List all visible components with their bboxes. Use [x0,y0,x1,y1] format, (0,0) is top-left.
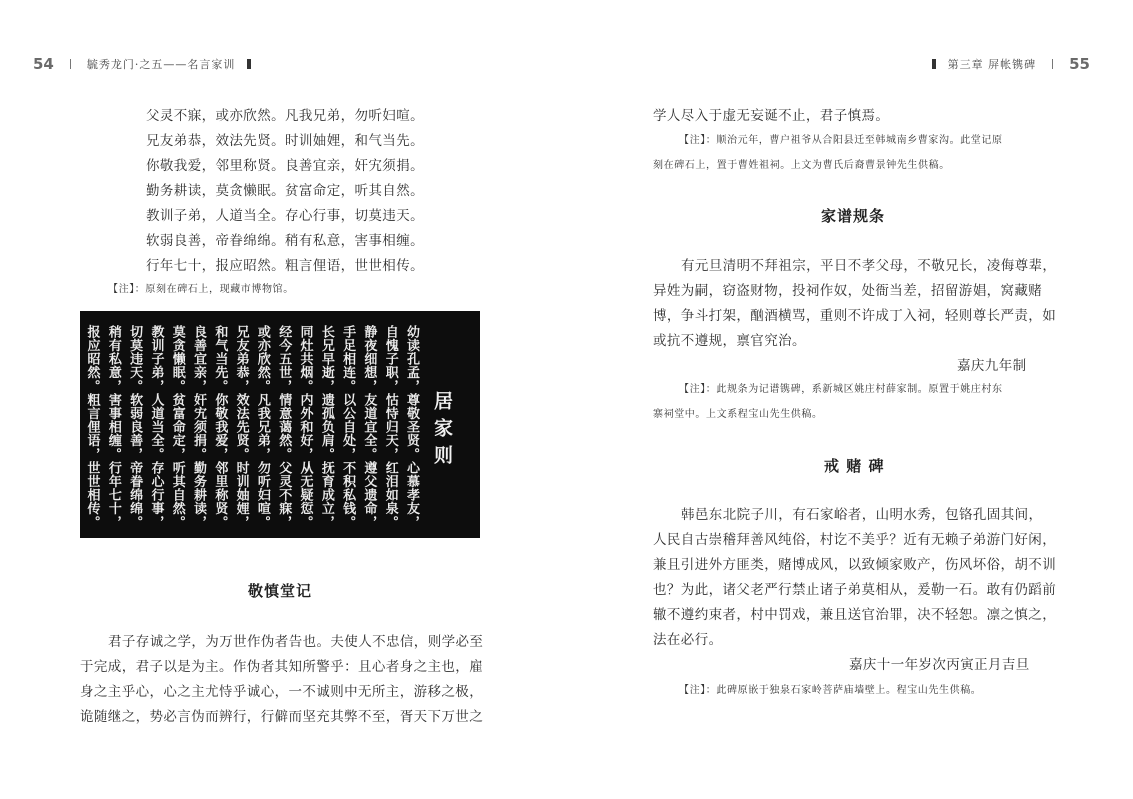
date-line: 嘉庆九年制 [957,358,1027,374]
note: 【注】：此碑原嵌于独泉石家岭菩萨庙墙壁上。程宝山先生供稿。 [679,685,982,696]
body-line: 法在必行。 [653,632,723,648]
stele-column: 自愧子职，怙恃归天，红泪如泉。 [382,325,398,529]
right-page [567,0,1133,799]
stele-column: 兄友弟恭，效法先贤。时训妯娌， [233,325,249,529]
body-line: 学人尽入于虚无妄诞不止，君子慎焉。 [653,108,890,124]
header-divider [1052,59,1053,69]
header-divider [70,59,71,69]
left-header [33,54,263,74]
section-title: 戒 赌 碑 [824,457,885,475]
stele-column: 同灶共烟。内外和好，从无疑愆。 [297,325,313,529]
running-head: 第三章 屏帐镌碑 [947,58,1037,71]
body-line: 或抗不遵规，禀官究治。 [653,333,806,349]
stele-column: 幼读孔孟，尊敬圣贤。心慕孝友， [404,325,419,529]
stele-column: 教训子弟，人道当全。存心行事， [148,325,164,529]
poem-line: 软弱良善，帝眷绵绵。稍有私意，害事相缠。 [146,233,424,249]
stele-column: 莫贪懒眠。贫富命定，听其自然。 [169,325,185,529]
body-line: 兼且引进外方匪类，赌博成风，以致倾家败产，伤风坏俗，胡不训 [653,557,1057,573]
stele-column: 手足相连。以公自处，不积私钱。 [340,325,356,529]
header-block [247,59,251,69]
left-page [0,0,566,799]
body-line: 人民自古崇稽拜善风纯俗，村讫不美乎？近有无赖子弟游门好闲， [653,532,1057,548]
section-title: 敬慎堂记 [248,582,313,600]
stele-rubbing-image [80,311,480,538]
body-line: 身之主乎心，心之主尤恃乎诚心，一不诚则中无所主，游移之极， [80,684,484,700]
stele-column: 长兄早逝，遗孤负肩。抚育成立， [318,325,334,529]
section-title: 家谱规条 [821,207,886,225]
stele-column: 切莫违天。软弱良善，帝眷绵绵。 [127,325,143,529]
running-head: 毓秀龙门·之五——名言家训 [86,58,236,71]
note: 【注】：此规条为记谱镌碑，系新城区姚庄村薛家制。原置于姚庄村东 [679,384,1003,395]
stele-column: 稍有私意，害事相缠。行年七十， [105,325,121,529]
body-line: 异姓为嗣，窃盗财物，投祠作奴，处衙当差，招留游娼，窝藏赌 [653,283,1043,299]
header-block [932,59,936,69]
poem-line: 行年七十，报应昭然。粗言俚语，世世相传。 [146,258,424,274]
body-line: 辙不遵约束者，村中罚戏，兼且送官治罪，决不轻恕。凛之慎之， [653,607,1057,623]
body-line: 也？为此，诸父老严行禁止诸子弟莫相从，爰勒一石。敢有仍蹈前 [653,582,1057,598]
body-line: 诡随继之，势必言伪而辨行，行僻而坚充其弊不至，胥天下万世之 [80,709,484,725]
stele-column: 良善宜亲，奸宄须捐。勤务耕读， [191,325,207,529]
page-number: 55 [1069,55,1090,73]
stele-text [84,325,422,529]
body-line: 有元旦清明不拜祖宗，平日不孝父母，不敬兄长，凌侮尊辈， [681,258,1057,274]
note: 寨祠堂中。上文系程宝山先生供稿。 [653,409,823,420]
poem-line: 教训子弟，人道当全。存心行事，切莫违天。 [146,208,424,224]
stele-column: 经今五世，情意蔼然。父灵不寐， [276,325,292,529]
poem-line: 父灵不寐，或亦欣然。凡我兄弟，勿听妇喧。 [146,108,424,124]
stele-column: 或亦欣然。凡我兄弟，勿听妇喧。 [254,325,270,529]
stele-title: 居家则 [431,391,453,472]
stele-column: 静夜细想，友道宜全。遵父遗命， [361,325,377,529]
note: 刻在碑石上，置于曹姓祖祠。上文为曹氏后裔曹景钟先生供稿。 [653,160,950,171]
poem-line: 勤务耕读，莫贪懒眠。贫富命定，听其自然。 [146,183,424,199]
body-line: 于完成，君子以是为主。作伪者其知所警乎：且心者身之主也，雇 [80,659,484,675]
note: 【注】：原刻在碑石上，现藏市博物馆。 [108,284,294,295]
right-header [920,54,1090,74]
stele-column: 和气当先。你敬我爱，邻里称贤。 [212,325,228,529]
note: 【注】：顺治元年，曹户祖爷从合阳县迁至韩城南乡曹家沟。此堂记原 [679,135,1003,146]
body-line: 君子存诚之学，为万世作伪者告也。夫使人不忠信，则学必至 [108,634,484,650]
body-line: 韩邑东北院子川，有石家峪者，山明水秀，包铬孔固其间， [681,507,1043,523]
body-line: 博，争斗打架，酗酒横骂，重则不许成丁入祠，轻则尊长严责，如 [653,308,1057,324]
page-number: 54 [33,55,54,73]
poem-line: 兄友弟恭，效法先贤。时训妯娌，和气当先。 [146,133,424,149]
poem-line: 你敬我爱，邻里称贤。良善宜亲，奸宄须捐。 [146,158,424,174]
stele-column: 报应昭然。粗言俚语，世世相传。 [84,325,100,529]
date-line: 嘉庆十一年岁次丙寅正月吉旦 [849,657,1030,673]
